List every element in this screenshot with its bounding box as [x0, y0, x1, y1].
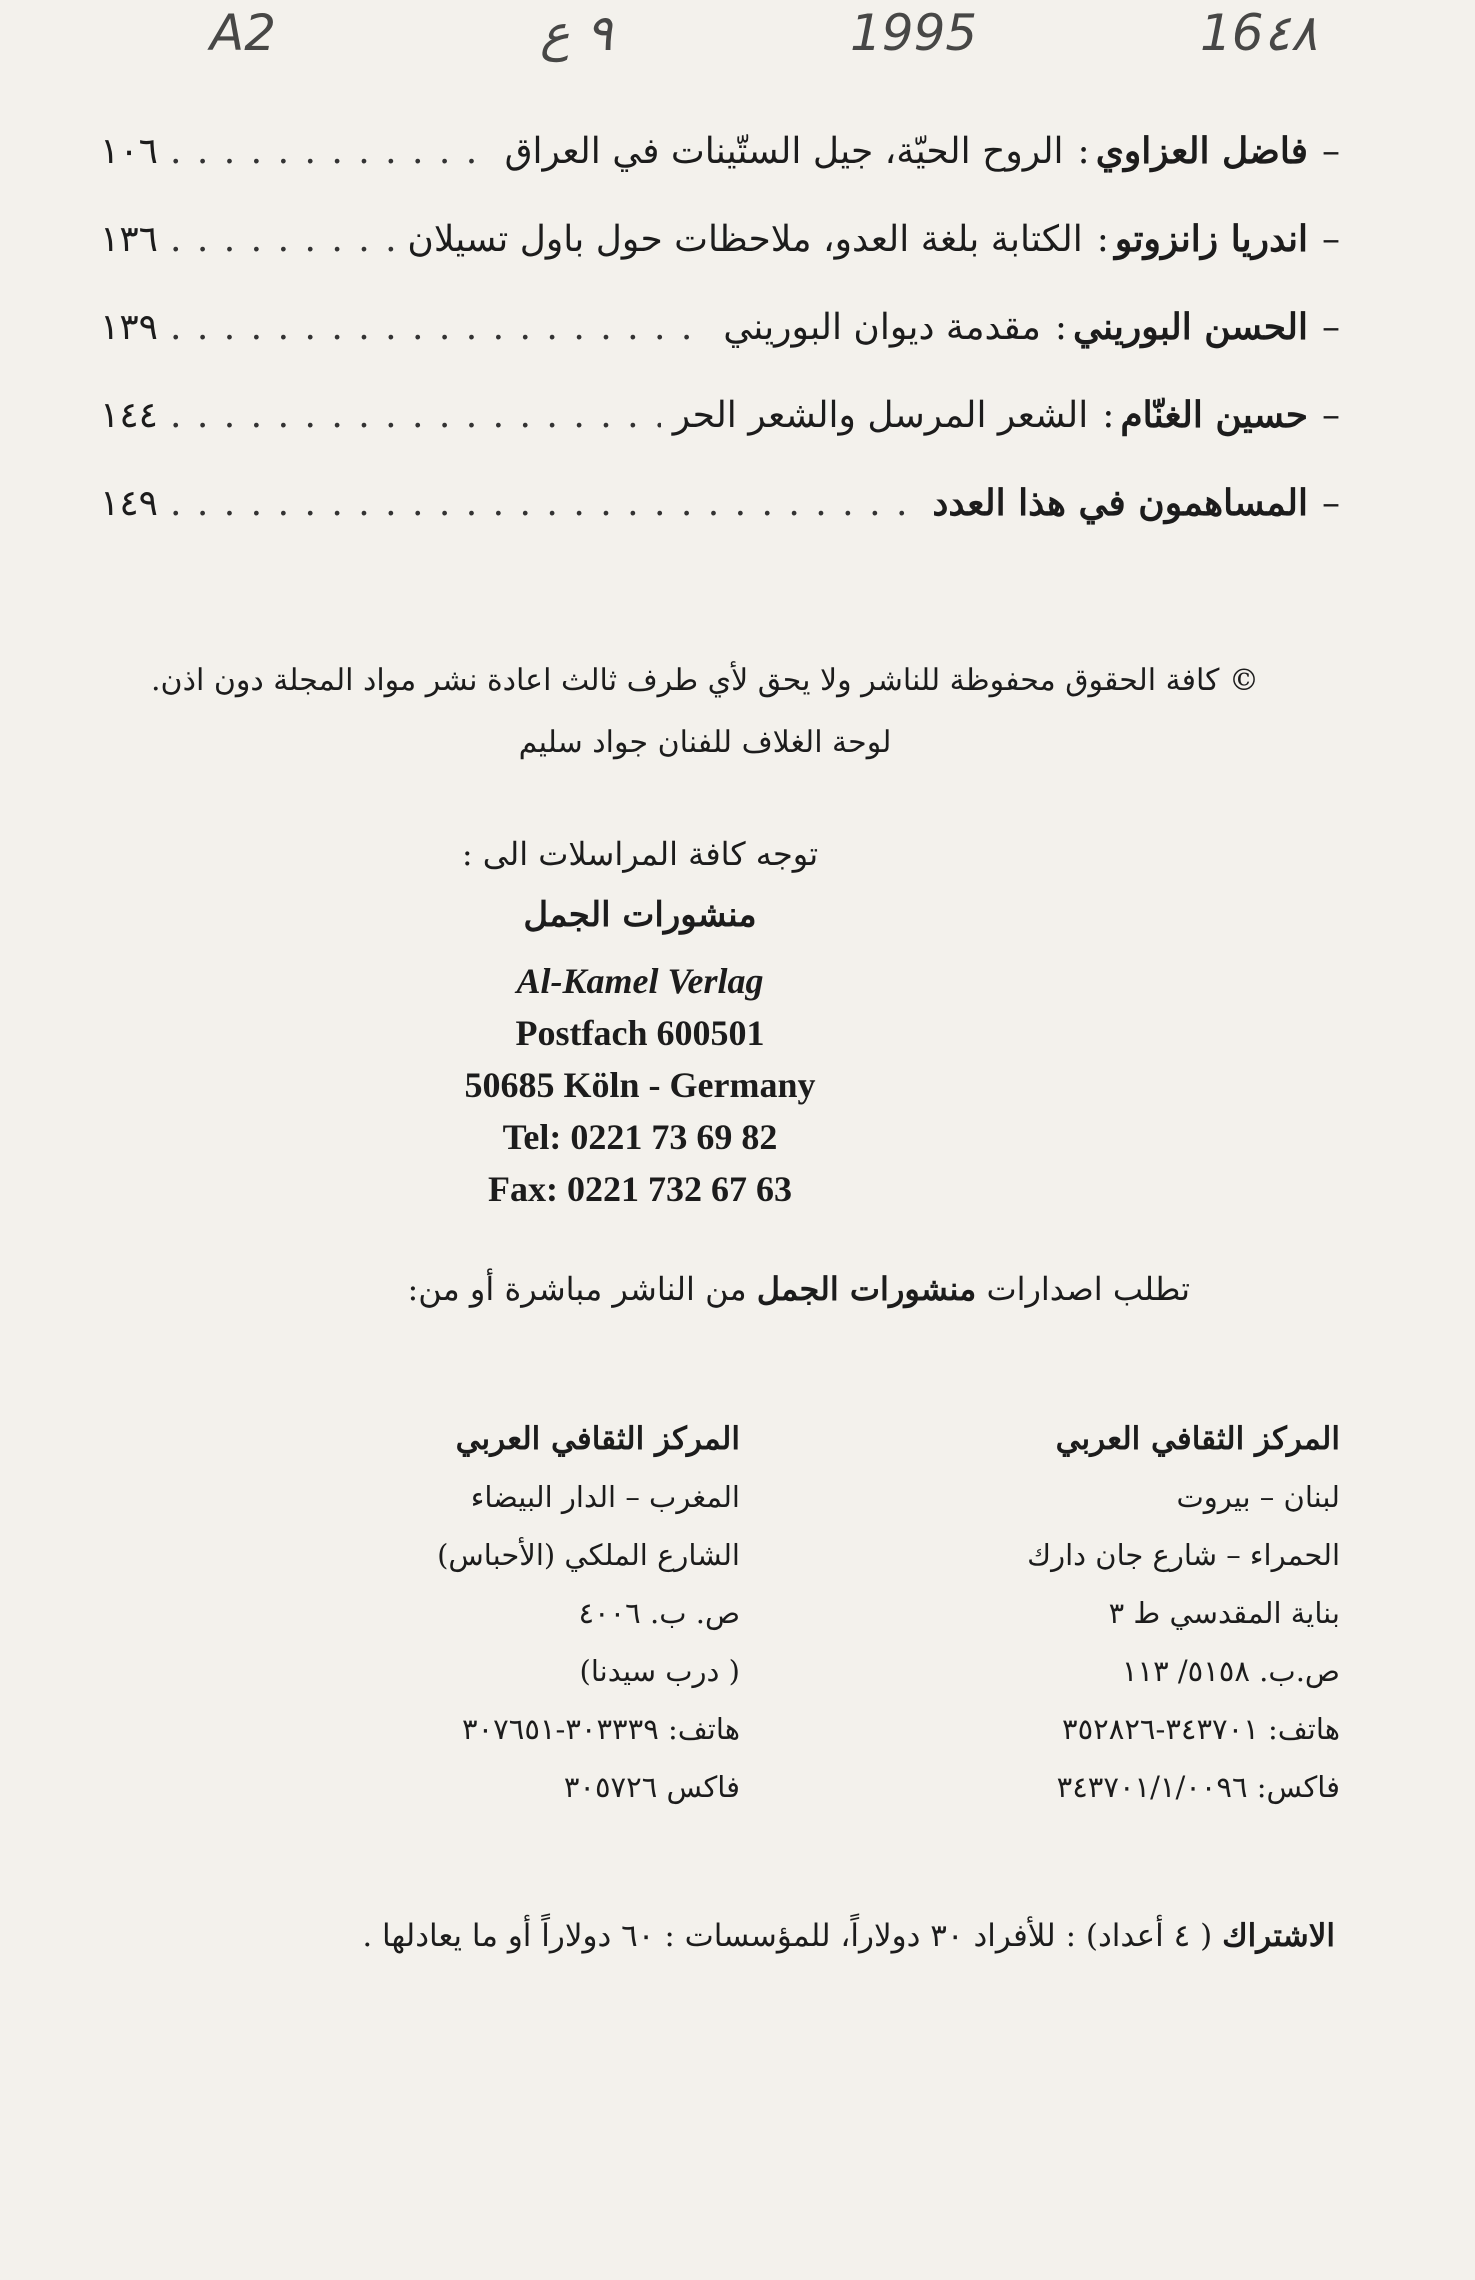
city-line: 50685 Köln - Germany — [464, 1065, 816, 1105]
toc-dash: – — [1322, 307, 1340, 348]
address-line: المغرب – الدار البيضاء — [470, 1480, 740, 1514]
toc-page-number: ١٠٦ — [100, 131, 159, 172]
correspondence-intro: توجه كافة المراسلات الى : — [461, 835, 819, 873]
toc-dash: – — [1322, 219, 1340, 260]
toc-page-number: ١٤٩ — [100, 483, 159, 524]
publisher-name-arabic: منشورات الجمل — [523, 895, 757, 935]
fax: Fax: 0221 732 67 63 — [488, 1169, 792, 1209]
toc-author: اندريا زانزوتو — [1114, 218, 1308, 260]
phone-line: هاتف: ٣٤٣٧٠١-٣٥٢٨٢٦ — [1062, 1712, 1340, 1746]
order-text: من الناشر مباشرة أو من: — [407, 1270, 747, 1308]
handwritten-notes — [200, 4, 1400, 84]
order-publisher: منشورات الجمل — [756, 1270, 977, 1308]
toc-dot-leader — [170, 483, 920, 524]
handwritten-note: 1995 — [850, 4, 978, 62]
subscription-info — [280, 1918, 1335, 1954]
toc-title: الكتابة بلغة العدو، ملاحظات حول باول تسيلان — [407, 219, 1083, 260]
phone-line: هاتف: ٣٠٣٣٣٩-٣٠٧٦٥١ — [462, 1712, 740, 1746]
subscription-label: الاشتراك — [1222, 1918, 1335, 1954]
toc-dot-leader — [170, 131, 493, 172]
handwritten-note: A2 — [210, 4, 277, 62]
toc-author: المساهمون في هذا العدد — [932, 482, 1308, 524]
toc-dot-leader — [170, 219, 395, 260]
toc-separator: : — [1077, 131, 1090, 172]
telephone: Tel: 0221 73 69 82 — [502, 1117, 778, 1157]
toc-title: الشعر المرسل والشعر الحر — [672, 395, 1089, 436]
toc-page-number: ١٤٤ — [100, 395, 159, 436]
address-line: ص. ب. ٤٠٠٦ — [578, 1596, 740, 1630]
toc-dash: – — [1322, 483, 1340, 524]
table-of-contents — [100, 130, 1340, 570]
handwritten-note: ٩ ع — [540, 4, 613, 62]
address-line: بناية المقدسي ط ٣ — [1108, 1596, 1340, 1630]
toc-author: فاضل العزاوي — [1095, 130, 1308, 172]
toc-entry — [100, 218, 1340, 306]
distributor-casablanca — [220, 1410, 740, 1816]
toc-dash: – — [1322, 131, 1340, 172]
address-line: الحمراء – شارع جان دارك — [1027, 1538, 1340, 1572]
toc-author: الحسن البوريني — [1073, 306, 1308, 348]
distributor-name: المركز الثقافي العربي — [1055, 1421, 1340, 1457]
toc-separator: : — [1102, 395, 1115, 436]
toc-dash: – — [1322, 395, 1340, 436]
distributor-name: المركز الثقافي العربي — [455, 1421, 740, 1457]
toc-title: الروح الحيّة، جيل الستّينات في العراق — [504, 131, 1064, 172]
toc-entry — [100, 306, 1340, 394]
address-line: لبنان – بيروت — [1176, 1480, 1340, 1514]
publisher-name-latin: Al-Kamel Verlag — [516, 961, 764, 1001]
cover-credit: لوحة الغلاف للفنان جواد سليم — [518, 725, 892, 760]
toc-separator: : — [1054, 307, 1068, 348]
address-line: الشارع الملكي (الأحباس) — [437, 1538, 740, 1572]
address-line: ص.ب. ٥١٥٨/ ١١٣ — [1121, 1654, 1340, 1688]
fax-line: فاكس ٣٠٥٧٢٦ — [563, 1770, 740, 1804]
toc-dot-leader — [170, 395, 661, 436]
publisher-address — [320, 955, 960, 1215]
toc-page-number: ١٣٩ — [100, 307, 159, 348]
order-note — [400, 1270, 1190, 1308]
toc-title: مقدمة ديوان البوريني — [723, 307, 1041, 348]
address-line: ( درب سيدنا) — [579, 1654, 740, 1688]
subscription-text: ( ٤ أعداد) : للأفراد ٣٠ دولاراً، للمؤسسات : ٦٠ دولاراً أو ما يعادلها . — [362, 1918, 1213, 1954]
toc-author: حسين الغنّام — [1120, 394, 1308, 436]
toc-entry — [100, 130, 1340, 218]
toc-entry — [100, 394, 1340, 482]
rights-notice — [130, 650, 1280, 774]
correspondence-block — [320, 835, 960, 1215]
toc-page-number: ١٣٦ — [100, 219, 159, 260]
toc-dot-leader — [170, 307, 711, 348]
order-text: تطلب اصدارات — [986, 1270, 1190, 1308]
fax-line: فاكس: ٣٤٣٧٠١/١/٠٠٩٦ — [1056, 1770, 1340, 1804]
handwritten-note: 16٤٨ — [1200, 4, 1318, 62]
copyright-text: © كافة الحقوق محفوظة للناشر ولا يحق لأي طرف ثالث اعادة نشر مواد المجلة دون اذن. — [151, 663, 1259, 698]
distributor-beirut — [820, 1410, 1340, 1816]
postfach: Postfach 600501 — [515, 1013, 765, 1053]
toc-separator: : — [1096, 219, 1109, 260]
toc-entry — [100, 482, 1340, 570]
